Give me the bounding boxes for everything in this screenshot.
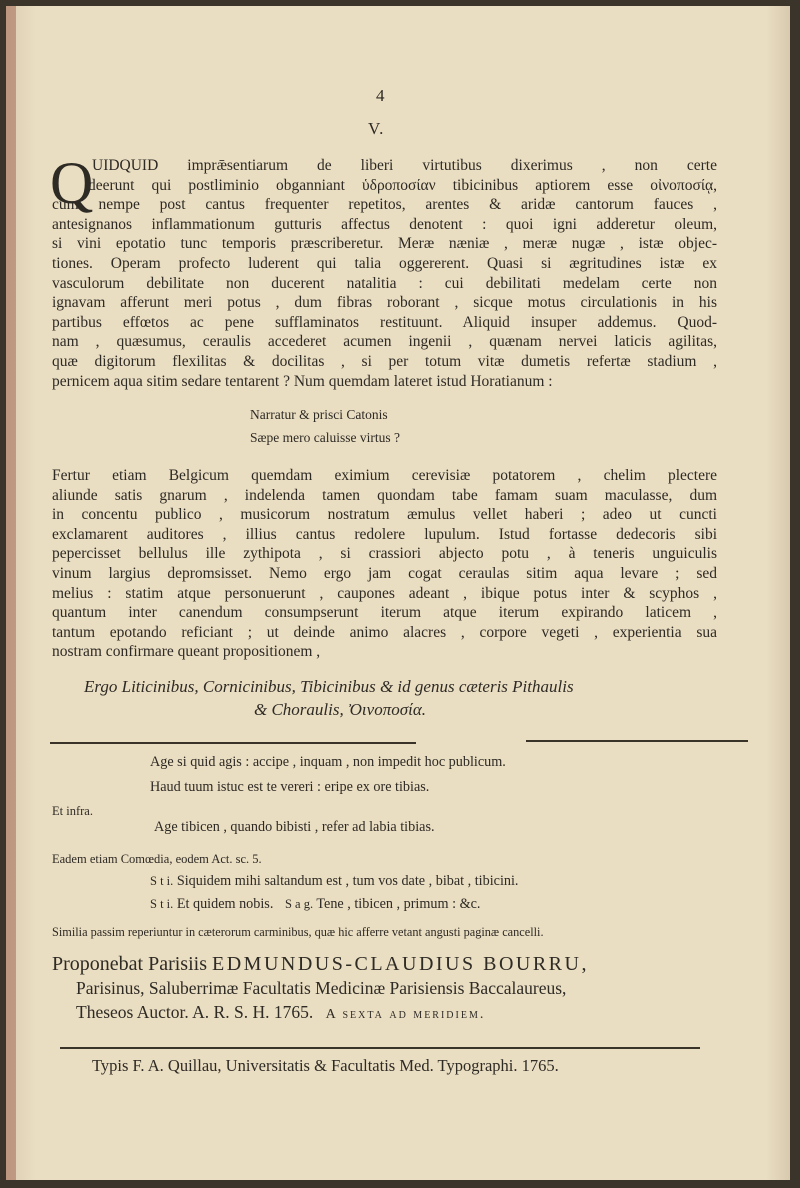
text-line: vinum largius depromsisset. Nemo ergo jam cogat ceraulas sitim aqua levare ; sed	[52, 564, 717, 582]
text-line: ignavam afferunt meri potus , dum fibras roborant , sicque motus circulationis in his	[52, 294, 717, 312]
thesis-time: A sexta ad meridiem.	[325, 1007, 486, 1022]
text-line: antesignanos inflammationum gutturis affectus denotent : quoi igni adderetur oleum,	[52, 215, 717, 233]
text-line: deerunt qui postliminio obganniant ὑδροποσίαν tibicinibus aptiorem esse οἰνοποσίᾳ,	[88, 176, 717, 194]
text-line: pernicem aqua sitim sedare tentarent ? Num quemdam lateret istud Horatianum :	[52, 372, 553, 390]
page-number: 4	[376, 86, 385, 105]
text-line: vasculorum debilitate non ducerent natalitia : cui debilitati medelam certe non	[52, 274, 717, 292]
text-line: nostram confirmare queant propositionem ,	[52, 643, 321, 661]
section-number: V.	[368, 119, 385, 138]
page-edge-strip	[6, 6, 16, 1180]
conclusion-line-1: Ergo Liticinibus, Cornicinibus, Tibicinibus & id genus cæteris Pithaulis	[84, 677, 574, 696]
dialogue-line	[150, 893, 480, 916]
text-line: pepercisset bellulus ille zythipota , si crassiori abjecto potu , à teneris unguiculis	[52, 545, 717, 563]
proponebat-block	[52, 952, 722, 1027]
divider-rule	[526, 740, 748, 742]
document-page	[6, 6, 790, 1180]
note-label: Et infra.	[52, 804, 93, 818]
text-line: aliunde satis gnarum , indelenda tamen quondam tabe famam suam maculasse, dum	[52, 486, 717, 504]
speaker-label: S t i.	[150, 897, 174, 911]
proponebat-line: Parisinus, Saluberrimæ Facultatis Medicinæ Parisiensis Baccalaureus,	[76, 978, 567, 998]
note-reference: Eadem etiam Comœdia, eodem Act. sc. 5.	[52, 852, 262, 866]
proponebat-line	[52, 1000, 722, 1027]
text-line: nam , quæsumus, ceraulis accederet acumen ingenii , quænam nervei laticis agilitas,	[52, 333, 717, 351]
author-name: EDMUNDUS-CLAUDIUS BOURRU,	[212, 953, 589, 975]
paragraph-1	[52, 156, 717, 391]
note-quote: Age tibicen , quando bibisti , refer ad labia tibias.	[154, 819, 435, 835]
drop-cap: Q	[50, 150, 94, 216]
speaker-label: S a g.	[284, 897, 314, 911]
text-line: melius : statim atque personuerunt , caupones adeant , ibique potus inter & scyphos ,	[52, 584, 717, 602]
similia-note: Similia passim reperiuntur in cæterorum carminibus, quæ hic afferre vetant angusti paginæ cancelli.	[52, 925, 544, 939]
thesis-date: Theseos Auctor. A. R. S. H. 1765.	[76, 1002, 314, 1022]
dialogue-line	[150, 870, 518, 893]
conclusion-line-2: & Choraulis, Ὀινοποσία.	[254, 700, 426, 719]
printer-imprint: Typis F. A. Quillau, Universitatis & Facultatis Med. Typographi. 1765.	[92, 1056, 559, 1075]
note-quote: Haud tuum istuc est te vereri : eripe ex ore tibias.	[150, 779, 430, 795]
text-line: quæ digitorum flexilitas & docilitas , si per totum vitæ dumetis refertæ stadium ,	[52, 352, 717, 370]
text-line: UIDQUID imprǣsentiarum de liberi virtutibus dixerimus , non certe	[92, 157, 717, 174]
paragraph-2	[52, 466, 717, 662]
proponebat-line	[52, 952, 722, 976]
text-line: si vini epotatio tunc temporis præscriberetur. Meræ næniæ , meræ nugæ , istæ objec-	[52, 235, 717, 253]
divider-rule	[50, 742, 416, 744]
speaker-label: S t i.	[150, 874, 174, 888]
poem-line: Sæpe mero caluisse virtus ?	[250, 430, 400, 445]
text-line: cum nempe post cantus frequenter repetitos, arentes & aridæ cantorum fauces ,	[52, 196, 717, 214]
text-line: tantum epotando reficiant ; ut deinde animo alacres , corpore vegeti , experientia sua	[52, 623, 717, 641]
note-quote: Age si quid agis : accipe , inquam , non impedit hoc publicum.	[150, 754, 506, 770]
dialogue-text: Et quidem nobis.	[176, 896, 274, 912]
horace-quotation	[250, 403, 400, 449]
text-line: in concentu publico , musicorum nostratum æmulus vellet haberi ; adeo ut cuncti	[52, 506, 717, 524]
text-line: Fertur etiam Belgicum quemdam eximium cerevisiæ potatorem , chelim plectere	[52, 467, 717, 484]
text-line: quantum inter canendum consumpserunt iterum atque iterum expirando laticem ,	[52, 604, 717, 622]
dialogue-text: Tene , tibicen , primum : &c.	[316, 896, 481, 912]
proponebat-intro: Proponebat Parisiis	[52, 953, 207, 975]
divider-rule	[60, 1047, 700, 1049]
dialogue-text: Siquidem mihi saltandum est , tum vos date , bibat , tibicini.	[176, 873, 519, 889]
text-line: tiones. Operam profecto luderent qui talia oggererent. Quasi si ægritudines istæ ex	[52, 254, 717, 272]
text-line: partibus effœtos ac pene sufflaminatos restituunt. Aliquid insuper addemus. Quod-	[52, 313, 717, 331]
poem-line: Narratur & prisci Catonis	[250, 407, 388, 422]
text-line: exclamarent auditores , illius cantus redolere lupulum. Istud fortasse dedecoris sibi	[52, 525, 717, 543]
